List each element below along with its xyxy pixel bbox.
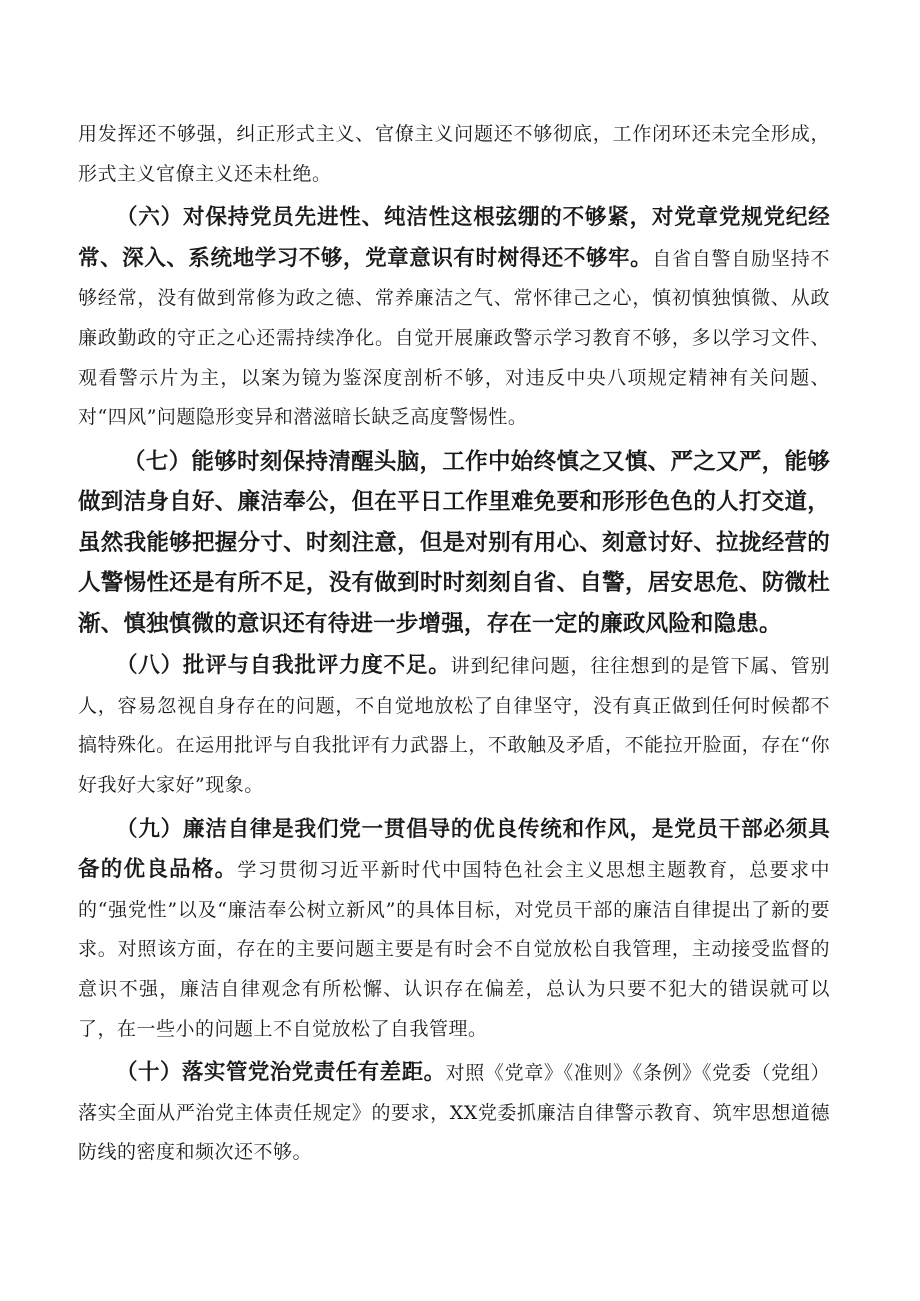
paragraph-seven (78, 442, 830, 645)
paragraph-body: 用发挥还不够强，纠正形式主义、官僚主义问题还不够彻底，工作闭环还未完全形成，形式主义官僚主义还未杜绝。 (78, 123, 830, 185)
paragraph-six (78, 198, 830, 438)
paragraph-eight (78, 646, 830, 805)
paragraph-heading: （七）能够时刻保持清醒头脑，工作中始终慎之又慎、严之又严，能够做到洁身自好、廉洁奉公，但在平日工作里难免要和形形色色的人打交道，虽然我能够把握分寸、时刻注意，但是对别有用心、刻意讨好、拉拢经营的人警惕性还是有所不足，没有做到时时刻刻自省、自警，居安思危、防微杜渐、慎独慎微的意识还有待进一步增强，存在一定的廉政风险和隐患。 (78, 448, 830, 637)
paragraph-heading: （八）批评与自我批评力度不足。 (116, 653, 451, 679)
paragraph-continuation (78, 115, 830, 194)
paragraph-body: 对照《党章》《准则》《条例》《党委（党组）落实全面从严治党主体责任规定》的要求，XX党委抓廉洁自律警示教育、筑牢思想道德防线的密度和频次还不够。 (78, 1062, 830, 1164)
paragraph-heading: （六）对保持党员先进性、纯洁性这根弦绷的不够紧，对党章党规党纪经常、深入、系统地学习不够，党章意识有时树得还不够牢。 (78, 205, 830, 271)
paragraph-body: 自省自警自励坚持不够经常，没有做到常修为政之德、常养廉洁之气、常怀律己之心，慎初慎独慎微、从政廉政勤政的守正之心还需持续净化。自觉开展廉政警示学习教育不够，多以学习文件、观看警示片为主，以案为镜为鉴深度剖析不够，对违反中央八项规定精神有关问题、对“四风”问题隐形变异和潜滋暗长缺乏高度警惕性。 (78, 247, 830, 429)
paragraph-body: 学习贯彻习近平新时代中国特色社会主义思想主题教育，总要求中的“强党性”以及“廉洁奉公树立新风”的具体目标，对党员干部的廉洁自律提出了新的要求。对照该方面，存在的主要问题主要是有时会不自觉放松自我管理，主动接受监督的意识不强，廉洁自律观念有所松懈、认识存在偏差，总认为只要不犯大的错误就可以了，在一些小的问题上不自觉放松了自我管理。 (78, 859, 830, 1040)
document-body (78, 115, 830, 1173)
paragraph-heading: （十）落实管党治党责任有差距。 (116, 1060, 446, 1086)
paragraph-nine (78, 810, 830, 1050)
paragraph-heading: （九）廉洁自律是我们党一贯倡导的优良传统和作风，是党员干部必须具备的优良品格。 (78, 816, 830, 883)
paragraph-ten (78, 1053, 830, 1173)
paragraph-body: 讲到纪律问题，往往想到的是管下属、管别人，容易忽视自身存在的问题，不自觉地放松了自律坚守，没有真正做到任何时候都不搞特殊化。在运用批评与自我批评有力武器上，不敢触及矛盾，不能拉开脸面，存在“你好我好大家好”现象。 (78, 655, 830, 797)
